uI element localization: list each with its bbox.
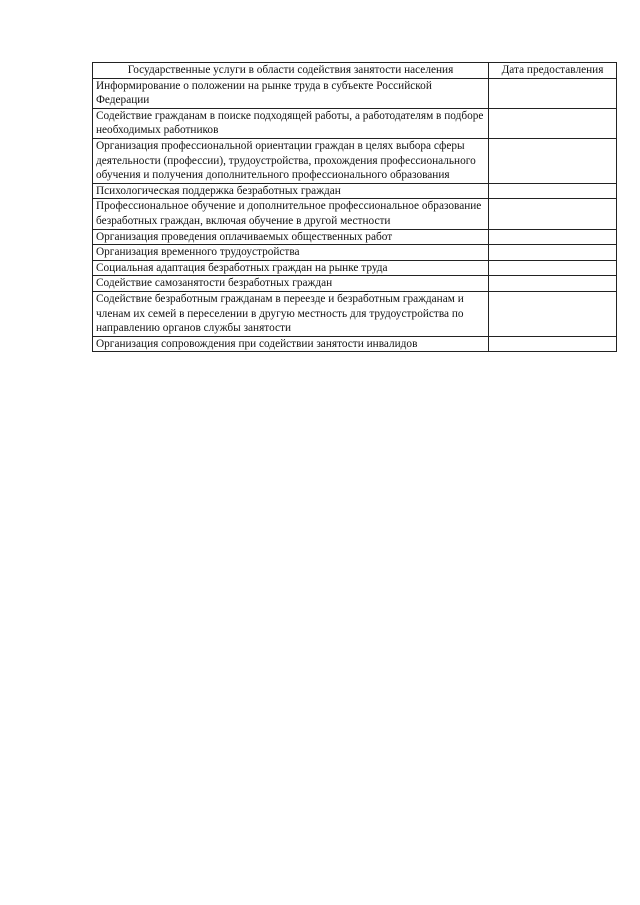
- table-row: [93, 199, 617, 229]
- table-row: [93, 229, 617, 245]
- header-service: Государственные услуги в области содействия занятости населения: [93, 63, 489, 79]
- table-header-row: [93, 63, 617, 79]
- header-date: Дата предоставления: [489, 63, 617, 79]
- service-cell: Профессиональное обучение и дополнительное профессиональное образование безработных граждан, включая обучение в другой местности: [93, 199, 489, 229]
- table-row: [93, 336, 617, 352]
- service-cell: Содействие гражданам в поиске подходящей работы, а работодателям в подборе необходимых работников: [93, 108, 489, 138]
- service-cell: Содействие безработным гражданам в переезде и безработным гражданам и членам их семей в переселении в другую местность для трудоустройства по направлению органов службы занятости: [93, 291, 489, 336]
- service-cell: Информирование о положении на рынке труда в субъекте Российской Федерации: [93, 78, 489, 108]
- service-cell: Социальная адаптация безработных граждан на рынке труда: [93, 260, 489, 276]
- table-row: [93, 78, 617, 108]
- date-cell: [489, 199, 617, 229]
- service-cell: Организация сопровождения при содействии занятости инвалидов: [93, 336, 489, 352]
- date-cell: [489, 229, 617, 245]
- table-row: [93, 245, 617, 261]
- service-cell: Организация профессиональной ориентации граждан в целях выбора сферы деятельности (профессии), трудоустройства, прохождения профессионального обучения и получения дополнительного профессионального образования: [93, 138, 489, 183]
- date-cell: [489, 245, 617, 261]
- table-row: [93, 291, 617, 336]
- table-row: [93, 108, 617, 138]
- table-row: [93, 276, 617, 292]
- table-row: [93, 138, 617, 183]
- table-row: [93, 260, 617, 276]
- date-cell: [489, 108, 617, 138]
- date-cell: [489, 276, 617, 292]
- date-cell: [489, 291, 617, 336]
- service-cell: Содействие самозанятости безработных граждан: [93, 276, 489, 292]
- date-cell: [489, 183, 617, 199]
- table-row: [93, 183, 617, 199]
- service-cell: Организация временного трудоустройства: [93, 245, 489, 261]
- date-cell: [489, 138, 617, 183]
- service-cell: Психологическая поддержка безработных граждан: [93, 183, 489, 199]
- services-table: [92, 62, 617, 352]
- service-cell: Организация проведения оплачиваемых общественных работ: [93, 229, 489, 245]
- date-cell: [489, 336, 617, 352]
- date-cell: [489, 78, 617, 108]
- date-cell: [489, 260, 617, 276]
